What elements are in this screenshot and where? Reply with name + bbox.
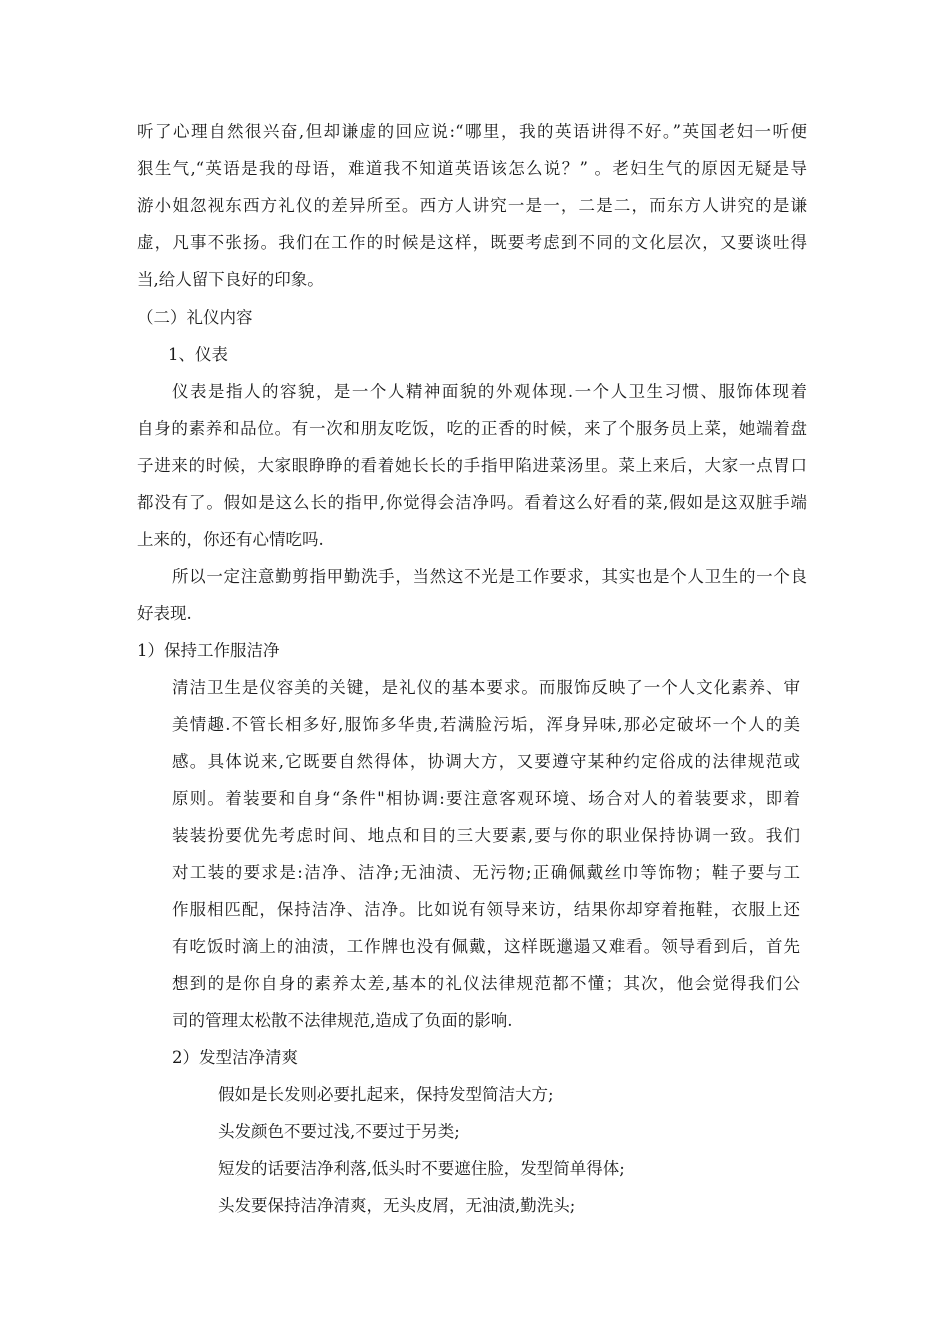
- text-line: 游小姐忽视东西方礼仪的差异所至。西方人讲究一是一，二是二，而东方人讲究的是谦: [137, 196, 807, 215]
- list-item: 短发的话要洁净利落,低头时不要遮住脸，发型简单得体;: [218, 1159, 625, 1178]
- text-line: 好表现.: [137, 604, 192, 623]
- text-line: 装装扮要优先考虑时间、地点和目的三大要素,要与你的职业保持协调一致。我们: [172, 826, 800, 845]
- list-item: 假如是长发则必要扎起来，保持发型简洁大方;: [218, 1085, 554, 1104]
- text-line: 狠生气,“英语是我的母语，难道我不知道英语该怎么说？” 。老妇生气的原因无疑是导: [137, 159, 807, 178]
- text-line: 美情趣.不管长相多好,服饰多华贵,若满脸污垢，浑身异味,那必定破坏一个人的美: [172, 715, 800, 734]
- list-item: 头发颜色不要过浅,不要过于另类;: [218, 1122, 460, 1141]
- text-line: 清洁卫生是仪容美的关键，是礼仪的基本要求。而服饰反映了一个人文化素养、审: [172, 678, 800, 697]
- text-line: 有吃饭时滴上的油渍，工作牌也没有佩戴，这样既邋遢又难看。领导看到后，首先: [172, 937, 800, 956]
- text-line: 想到的是你自身的素养太差,基本的礼仪法律规范都不懂；其次，他会觉得我们公: [172, 974, 800, 993]
- item-1-heading: 1）保持工作服洁净: [137, 641, 280, 660]
- text-line: 虚，凡事不张扬。我们在工作的时候是这样，既要考虑到不同的文化层次，又要谈吐得: [137, 233, 807, 252]
- text-line: 都没有了。假如是这么长的指甲,你觉得会洁净吗。看着这么好看的菜,假如是这双脏手端: [137, 493, 807, 512]
- section-heading: （二）礼仪内容: [137, 308, 253, 327]
- text-line: 听了心理自然很兴奋,但却谦虚的回应说:“哪里，我的英语讲得不好。”英国老妇一听便: [137, 122, 807, 141]
- list-item: 头发要保持洁净清爽，无头皮屑，无油渍,勤洗头;: [218, 1196, 576, 1215]
- subsection-heading: 1、仪表: [168, 345, 228, 364]
- text-line: 子进来的时候，大家眼睁睁的看着她长长的手指甲陷进菜汤里。菜上来后，大家一点胃口: [137, 456, 807, 475]
- text-line: 对工装的要求是:洁净、洁净;无油渍、无污物;正确佩戴丝巾等饰物；鞋子要与工: [172, 863, 800, 882]
- text-line: 当,给人留下良好的印象。: [137, 270, 324, 289]
- text-line: 所以一定注意勤剪指甲勤洗手，当然这不光是工作要求，其实也是个人卫生的一个良: [172, 567, 807, 586]
- text-line: 仪表是指人的容貌，是一个人精神面貌的外观体现.一个人卫生习惯、服饰体现着: [172, 382, 807, 401]
- text-line: 感。具体说来,它既要自然得体，协调大方，又要遵守某种约定俗成的法律规范或: [172, 752, 800, 771]
- text-line: 作服相匹配，保持洁净、洁净。比如说有领导来访，结果你却穿着拖鞋，衣服上还: [172, 900, 800, 919]
- text-line: 自身的素养和品位。有一次和朋友吃饭，吃的正香的时候，来了个服务员上菜，她端着盘: [137, 419, 807, 438]
- item-2-heading: 2）发型洁净清爽: [172, 1048, 298, 1067]
- text-line: 司的管理太松散不法律规范,造成了负面的影响.: [172, 1011, 513, 1030]
- text-line: 原则。着装要和自身“条件"相协调:要注意客观环境、场合对人的着装要求，即着: [172, 789, 800, 808]
- text-line: 上来的，你还有心情吃吗.: [137, 530, 324, 549]
